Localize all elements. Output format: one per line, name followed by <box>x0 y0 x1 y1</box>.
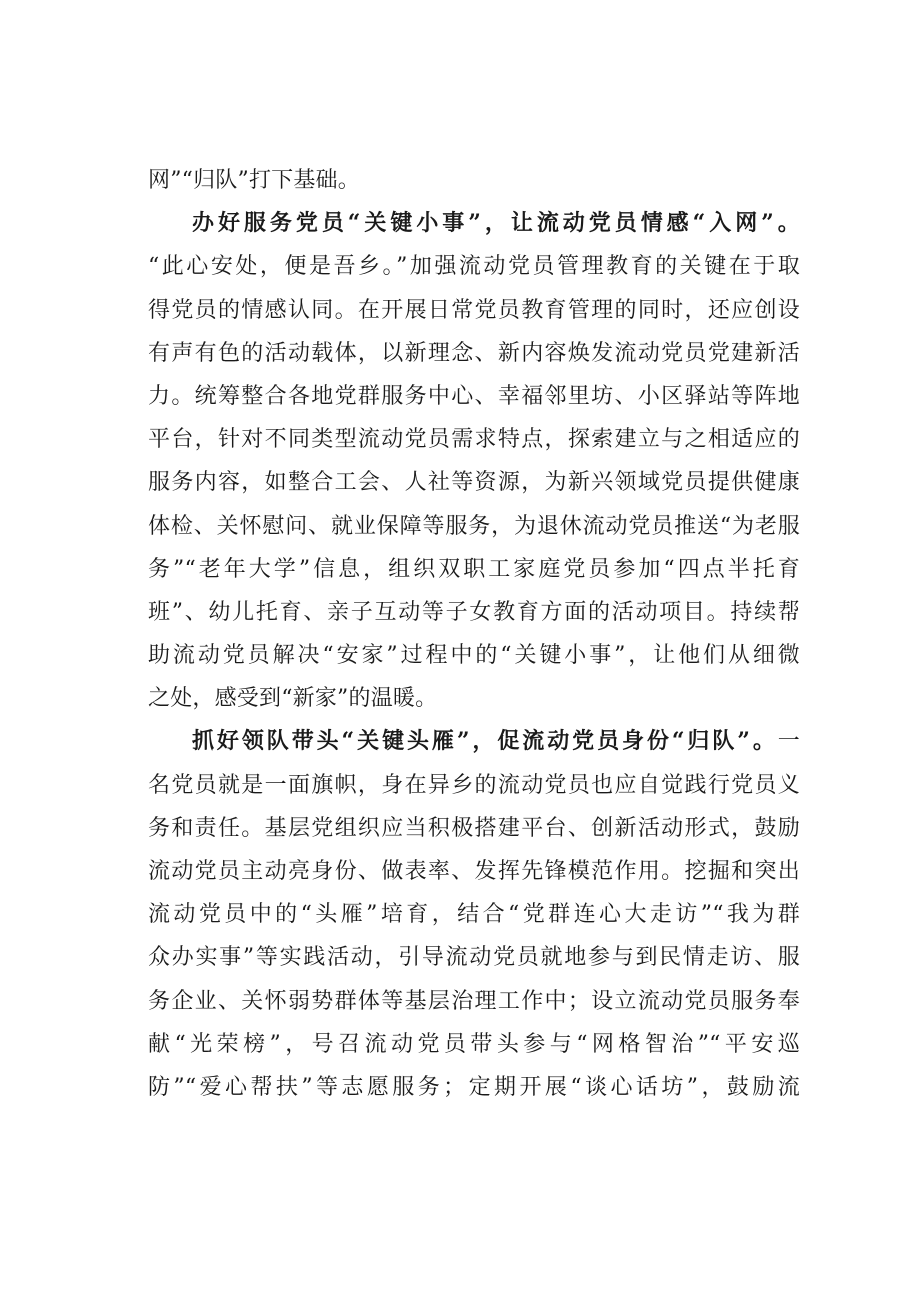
body-text <box>148 159 800 1109</box>
line-text: 众办实事”等实践活动，引导流动党员就地参与到民情走访、服 <box>148 945 800 971</box>
text-line <box>148 764 800 807</box>
line-text: 之处，感受到“新家”的温暖。 <box>148 686 438 712</box>
paragraph-heading-line <box>148 720 800 763</box>
text-line <box>148 980 800 1023</box>
line-text: 助流动党员解决“安家”过程中的“关键小事”，让他们从细微 <box>148 643 800 669</box>
line-text: 得党员的情感认同。在开展日常党员教育管理的同时，还应创设 <box>148 297 800 323</box>
text-line <box>148 505 800 548</box>
text-line <box>148 245 800 288</box>
line-text: 网”“归队”打下基础。 <box>148 168 360 193</box>
line-text: 一 <box>777 729 800 755</box>
line-text: 流动党员中的“头雁”培育，结合“党群连心大走访”“我为群 <box>148 902 800 928</box>
text-line <box>148 677 800 720</box>
text-line <box>148 850 800 893</box>
text-line <box>148 893 800 936</box>
line-text: 服务内容，如整合工会、人社等资源，为新兴领域党员提供健康 <box>148 470 800 496</box>
line-text: 务”“老年大学”信息，组织双职工家庭党员参加“四点半托育 <box>148 556 800 582</box>
line-text: 务和责任。基层党组织应当积极搭建平台、创新活动形式，鼓励 <box>148 815 800 841</box>
text-line <box>148 936 800 979</box>
line-text: 体检、关怀慰问、就业保障等服务，为退休流动党员推送“为老服 <box>148 513 800 539</box>
line-text: 力。统筹整合各地党群服务中心、幸福邻里坊、小区驿站等阵地 <box>148 383 800 409</box>
text-line <box>148 461 800 504</box>
text-line <box>148 375 800 418</box>
line-text: 班”、幼儿托育、亲子互动等子女教育方面的活动项目。持续帮 <box>148 599 800 625</box>
text-line <box>148 332 800 375</box>
line-text: 务企业、关怀弱势群体等基层治理工作中；设立流动党员服务奉 <box>148 988 800 1014</box>
text-line <box>148 548 800 591</box>
text-line <box>148 591 800 634</box>
text-line <box>148 159 800 202</box>
line-text: 流动党员主动亮身份、做表率、发挥先锋模范作用。挖掘和突出 <box>148 859 800 884</box>
text-line <box>148 418 800 461</box>
text-line <box>148 634 800 677</box>
line-text: 有声有色的活动载体，以新理念、新内容焕发流动党员党建新活 <box>148 340 800 366</box>
line-text: “此心安处，便是吾乡。”加强流动党员管理教育的关键在于取 <box>148 254 800 280</box>
line-text: 防”“爱心帮扶”等志愿服务；定期开展“谈心话坊”，鼓励流 <box>148 1074 800 1100</box>
bold-heading: 办好服务党员“关键小事”，让流动党员情感“入网”。 <box>192 210 800 237</box>
line-text: 献“光荣榜”，号召流动党员带头参与“网格智治”“平安巡 <box>148 1031 800 1057</box>
text-line <box>148 1066 800 1109</box>
text-line <box>148 1023 800 1066</box>
line-text: 平台，针对不同类型流动党员需求特点，探索建立与之相适应的 <box>148 427 800 453</box>
paragraph-heading-line <box>148 202 800 245</box>
text-line <box>148 289 800 332</box>
line-text: 名党员就是一面旗帜，身在异乡的流动党员也应自觉践行党员义 <box>148 772 800 798</box>
text-line <box>148 807 800 850</box>
bold-heading: 抓好领队带头“关键头雁”，促流动党员身份“归队”。 <box>192 728 778 755</box>
